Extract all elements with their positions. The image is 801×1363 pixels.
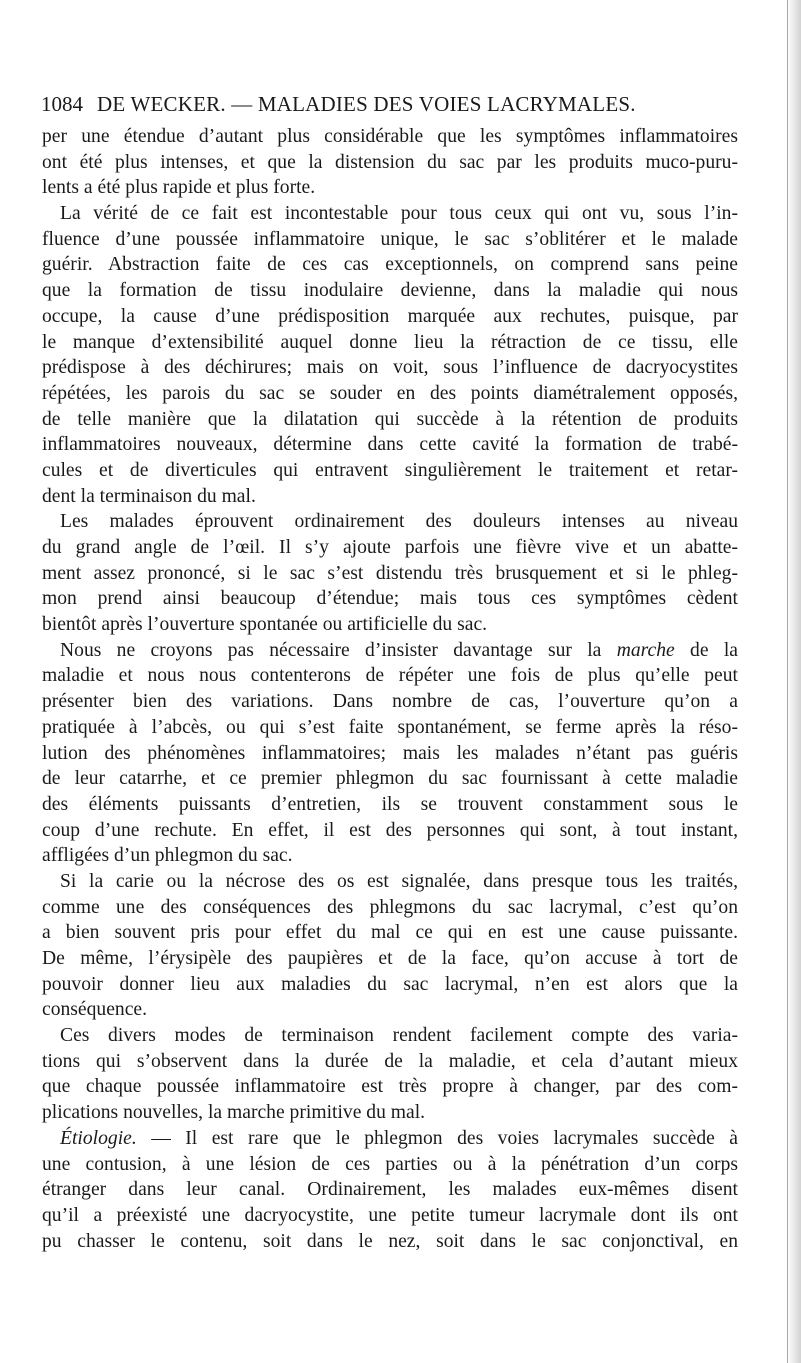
text-line: guérir. Abstraction faite de ces cas exceptionnels, on comprend sans peine — [42, 254, 738, 276]
text-segment: de la — [690, 639, 738, 661]
text-line: fluence d’une poussée inflammatoire unique, le sac s’oblitérer et le malade — [42, 228, 738, 250]
paragraph-start-line: La vérité de ce fait est incontestable pour tous ceux qui ont vu, sous l’in- — [60, 203, 738, 225]
text-line: le manque d’extensibilité auquel donne lieu la rétraction de ce tissu, elle — [42, 331, 738, 353]
text-line: inflammatoires nouveaux, détermine dans cette cavité la formation de trabé- — [42, 434, 738, 456]
paragraph-start-line — [42, 1126, 738, 1152]
text-line: pu chasser le contenu, soit dans le nez, soit dans le sac conjonctival, en — [42, 1230, 738, 1252]
text-line: plications nouvelles, la marche primitive du mal. — [42, 1102, 426, 1124]
text-line: conséquence. — [42, 999, 147, 1021]
text-line: que la formation de tissu inodulaire devienne, dans la maladie qui nous — [42, 280, 738, 302]
text-line: De même, l’érysipèle des paupières et de la face, qu’on accuse à tort de — [42, 948, 738, 969]
text-line: bientôt après l’ouverture spontanée ou artificielle du sac. — [42, 614, 488, 636]
text-line: ont été plus intenses, et que la distension du sac par les produits muco-puru- — [42, 151, 738, 173]
text-line: prédispose à des déchirures; mais on voit, sous l’influence de dacryocystites — [42, 357, 738, 379]
paragraph-start-line: Les malades éprouvent ordinairement des douleurs intenses au niveau — [60, 511, 738, 533]
text-line: mon prend ainsi beaucoup d’étendue; mais tous ces symptômes cèdent — [42, 588, 738, 610]
text-line: une contusion, à une lésion de ces parties ou à la pénétration d’un corps — [42, 1153, 738, 1175]
page-edge-shadow — [787, 0, 801, 1363]
text-line: pratiquée à l’abcès, ou qui s’est faite spontanément, se ferme après la réso- — [42, 716, 738, 738]
text-line: cules et de diverticules qui entravent singulièrement le traitement et retar- — [42, 459, 738, 481]
text-line: pouvoir donner lieu aux maladies du sac lacrymal, n’en est alors que la — [42, 973, 738, 995]
section-heading-etiologie: Étiologie. — [60, 1127, 137, 1149]
text-line: ment assez prononcé, si le sac s’est distendu très brusquement et si le phleg- — [42, 562, 738, 584]
text-line: de telle manière que la dilatation qui succède à la rétention de produits — [42, 408, 738, 430]
text-line: affligées d’un phlegmon du sac. — [42, 845, 293, 867]
running-title: DE WECKER. — MALADIES DES VOIES LACRYMALES. — [97, 92, 636, 116]
paragraph-start-line — [42, 638, 738, 664]
text-line: de leur catarrhe, et ce premier phlegmon du sac fournissant à cette maladie — [42, 768, 738, 790]
text-line: occupe, la cause d’une prédisposition marquée aux rechutes, puisque, par — [42, 305, 738, 327]
text-line: tions qui s’observent dans la durée de la maladie, et cela d’autant mieux — [42, 1050, 738, 1072]
text-line: que chaque poussée inflammatoire est très propre à changer, par des com- — [42, 1076, 738, 1098]
text-line: répétées, les parois du sac se souder en des points diamétralement opposés, — [42, 382, 738, 404]
text-line: dent la terminaison du mal. — [42, 485, 256, 507]
text-line: lents a été plus rapide et plus forte. — [42, 177, 316, 199]
page-edge-line — [787, 0, 788, 1363]
text-body — [42, 124, 738, 1254]
text-line: des éléments puissants d’entretien, ils se trouvent constamment sous le — [42, 793, 738, 815]
text-line: qu’il a préexisté une dacryocystite, une petite tumeur lacrymale dont ils ont — [42, 1204, 738, 1226]
text-line: étranger dans leur canal. Ordinairement, les malades eux-mêmes disent — [42, 1179, 738, 1201]
text-segment: — Il est rare que le phlegmon des voies lacrymales succède à — [151, 1127, 738, 1149]
page-number: 1084 — [41, 92, 83, 116]
text-segment: Nous ne croyons pas nécessaire d’insister davantage sur la — [60, 639, 602, 661]
running-head — [41, 89, 741, 119]
text-line: coup d’une rechute. En effet, il est des personnes qui sont, à tout instant, — [42, 819, 738, 841]
paragraph-start-line: Si la carie ou la nécrose des os est signalée, dans presque tous les traités, — [60, 870, 738, 892]
text-line: lution des phénomènes inflammatoires; mais les malades n’étant pas guéris — [42, 742, 738, 764]
text-line: per une étendue d’autant plus considérable que les symptômes inflammatoires — [42, 126, 738, 147]
text-line: présenter bien des variations. Dans nombre de cas, l’ouverture qu’on a — [42, 691, 738, 713]
paragraph-start-line: Ces divers modes de terminaison rendent facilement compte des varia- — [60, 1025, 738, 1047]
text-line: maladie et nous nous contenterons de répéter une fois de plus qu’elle peut — [42, 665, 738, 687]
text-line: a bien souvent pris pour effet du mal ce qui en est une cause puissante. — [42, 922, 738, 944]
text-line: du grand angle de l’œil. Il s’y ajoute parfois une fièvre vive et un abatte- — [42, 537, 738, 558]
text-line: comme une des conséquences des phlegmons du sac lacrymal, c’est qu’on — [42, 896, 738, 918]
italic-term-marche: marche — [616, 639, 675, 661]
